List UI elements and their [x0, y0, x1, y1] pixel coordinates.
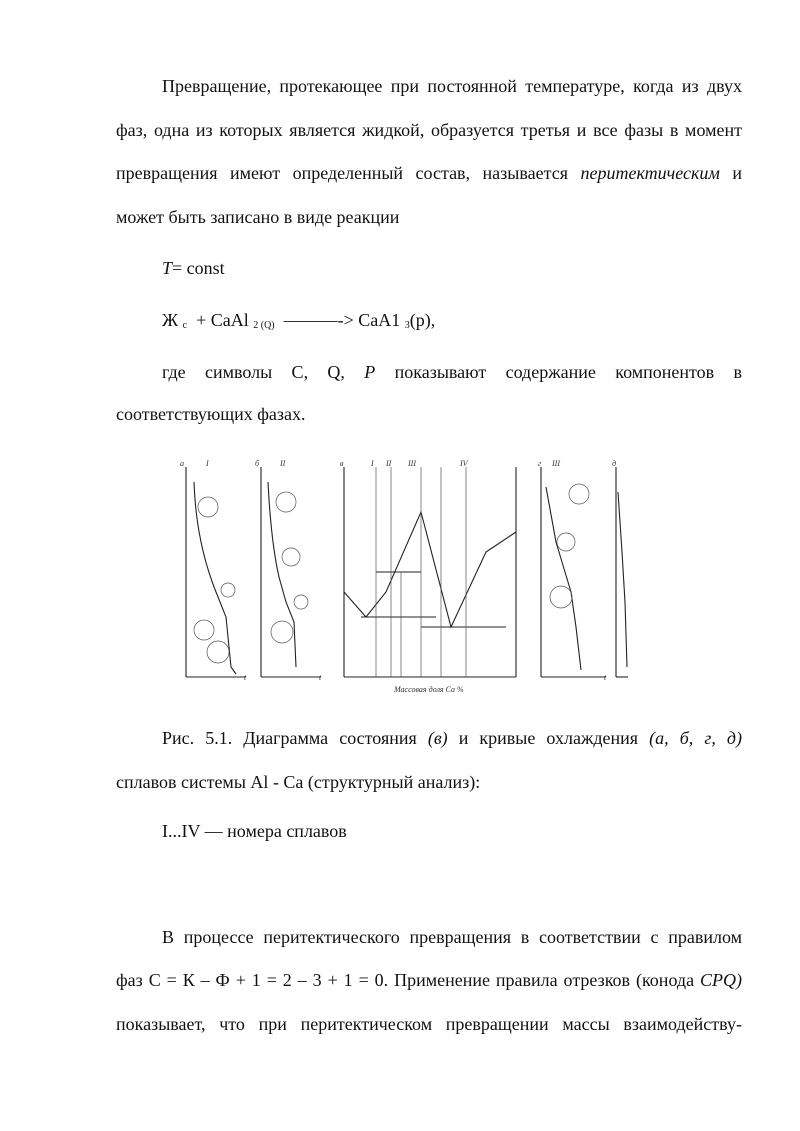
svg-text:III: III	[408, 459, 416, 468]
paragraph-1-line-3: превращения имеют определенный состав, называется перитектическим и	[116, 163, 742, 183]
svg-text:II: II	[280, 459, 286, 468]
phase-diagram-x-label: Массовая доля Ca %	[394, 685, 464, 694]
paragraph-2-line-2: соответствующих фазах.	[116, 404, 306, 424]
caption-line-1: Рис. 5.1. Диаграмма состояния (в) и кривые охлаждения (а, б, г, д)	[162, 728, 743, 748]
paragraph-2-line-1: где символы С, Q, P показывают содержание компонентов в	[162, 362, 742, 382]
formula-temperature: T= const	[162, 258, 225, 278]
svg-text:t: t	[244, 673, 247, 682]
peritectic-reaction: Ж $_c$ + CaAl $_{2 (Q)}$ ———-> CaA1 $_3$(p),	[162, 310, 436, 331]
svg-text:t: t	[604, 673, 607, 682]
phase-diagram-drawing	[176, 452, 631, 707]
svg-text:III: III	[552, 459, 560, 468]
term-peritectic: перитектическим	[580, 163, 720, 183]
paragraph-1-line-1: Превращение, протекающее при постоянной температуре, когда из двух	[162, 76, 742, 96]
cooling-curve-panel-d	[612, 459, 628, 677]
cooling-curve-panel-g	[538, 459, 607, 682]
caption-line-3: I...IV — номера сплавов	[162, 821, 347, 841]
panel-letter-g: г	[538, 459, 542, 468]
svg-text:II: II	[386, 459, 392, 468]
paragraph-1-line-2: фаз, одна из которых является жидкой, образуется третья и все фазы в момент	[116, 120, 742, 140]
caption-line-2: сплавов системы Al - Ca (структурный анализ):	[116, 772, 481, 792]
phase-diagram-panel-v	[340, 459, 516, 694]
cooling-curve-panel-b	[255, 459, 322, 682]
phase-diagram-figure	[176, 452, 631, 707]
panel-letter-d: д	[612, 459, 617, 468]
paragraph-3-line-1: В процессе перитектического превращения в соответствии с правилом	[162, 927, 742, 947]
svg-text:I: I	[371, 459, 374, 468]
svg-text:t: t	[319, 673, 322, 682]
paragraph-1-line-4: может быть записано в виде реакции	[116, 207, 400, 227]
svg-text:I: I	[206, 459, 209, 468]
paragraph-3-line-3: показывает, что при перитектическом превращении массы взаимодейству-	[116, 1014, 742, 1034]
svg-text:IV: IV	[460, 459, 468, 468]
panel-letter-a: а	[180, 459, 184, 468]
cooling-curve-panel-a	[180, 459, 247, 682]
paragraph-3-line-2: фаз С = К – Ф + 1 = 2 – 3 + 1 = 0. Применение правила отрезков (конода CPQ)	[116, 970, 742, 990]
panel-letter-b: б	[255, 459, 260, 468]
panel-letter-v: в	[340, 459, 344, 468]
